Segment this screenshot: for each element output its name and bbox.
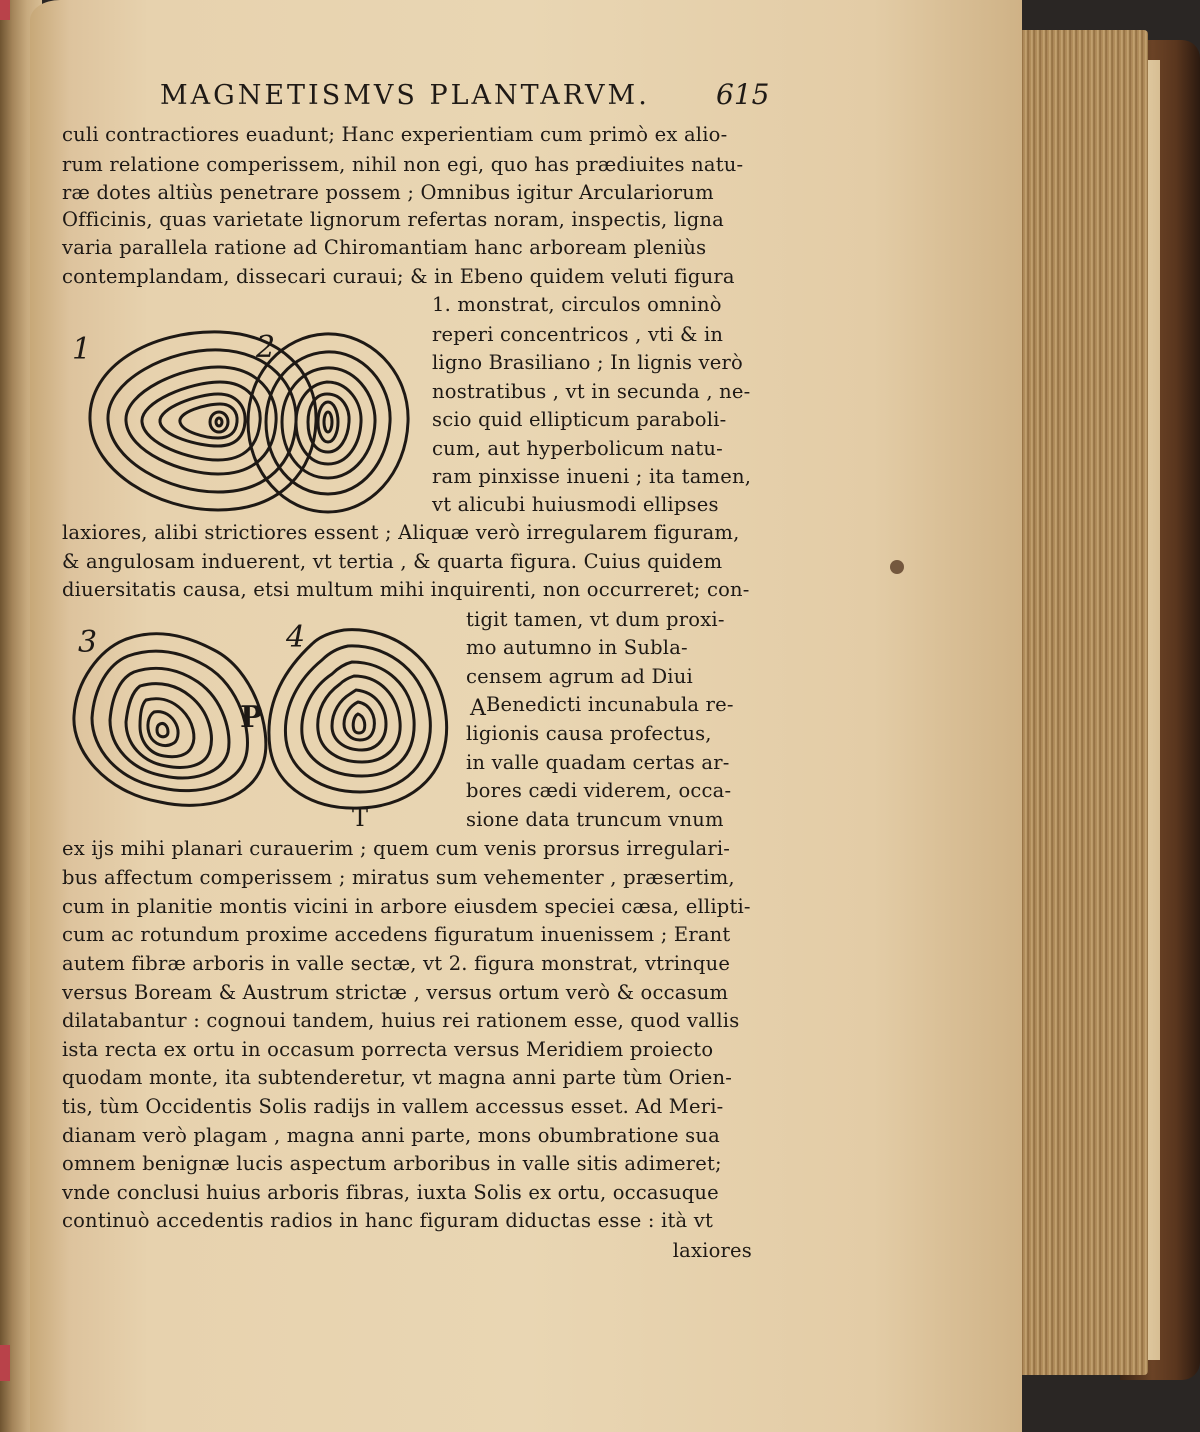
text-line: censem agrum ad Diui: [466, 665, 693, 688]
text-line: rum relatione comperissem, nihil non egi, quo has prædiuites natu-: [62, 153, 744, 176]
figure-label-a: A: [470, 696, 486, 721]
text-line: quodam monte, ita subtenderetur, vt magna anni parte tùm Orien-: [62, 1066, 733, 1089]
text-line: tis, tùm Occidentis Solis radijs in vallem accessus esset. Ad Meri-: [62, 1095, 724, 1118]
text-line: versus Boream & Austrum strictæ , versus ortum verò & occasum: [62, 981, 729, 1004]
text-line: ista recta ex ortu in occasum porrecta versus Meridiem proiecto: [62, 1038, 714, 1061]
text-line: ex ijs mihi planari curauerim ; quem cum venis prorsus irregulari-: [62, 837, 731, 860]
text-line: tigit tamen, vt dum proxi-: [466, 608, 725, 631]
text-line: reperi concentricos , vti & in: [432, 323, 724, 346]
text-line: ligno Brasiliano ; In lignis verò: [432, 351, 743, 374]
text-line: laxiores, alibi strictiores essent ; Aliquæ verò irregularem figuram,: [62, 521, 740, 544]
text-line: ligionis causa profectus,: [466, 722, 712, 745]
text-line: varia parallela ratione ad Chiromantiam hanc arboream pleniùs: [62, 236, 707, 259]
text-line: sione data truncum vnum: [466, 808, 724, 831]
figure-4-label: 4: [286, 620, 306, 655]
text-line: autem fibræ arboris in valle sectæ, vt 2. figura monstrat, vtrinque: [62, 952, 731, 975]
text-line: vnde conclusi huius arboris fibras, iuxta Solis ex ortu, occasuque: [62, 1181, 719, 1204]
text-line: Benedicti incunabula re-: [486, 693, 734, 716]
text-line: contemplandam, dissecari curaui; & in Ebeno quidem veluti figura: [62, 265, 735, 288]
figure-3-label: 3: [78, 625, 98, 660]
catchword: laxiores: [672, 1239, 752, 1262]
text-line: bus affectum comperissem ; miratus sum vehementer , præsertim,: [62, 866, 735, 889]
text-line: dilatabantur : cognoui tandem, huius rei rationem esse, quod vallis: [62, 1009, 740, 1032]
figure-label-p: P: [240, 700, 263, 735]
text-line: omnem benignæ lucis aspectum arboribus in valle sitis adimeret;: [62, 1152, 722, 1175]
figure-1-2-wood-grain: [70, 322, 415, 522]
text-line: nostratibus , vt in secunda , ne-: [432, 380, 751, 403]
text-line: ræ dotes altiùs penetrare possem ; Omnibus igitur Arculariorum: [62, 181, 714, 204]
text-line: mo autumno in Subla-: [466, 636, 688, 659]
text-line: in valle quadam certas ar-: [466, 751, 730, 774]
running-title: MAGNETISMVS PLANTARVM.: [160, 80, 650, 111]
figure-1-label: 1: [72, 332, 92, 367]
text-line: bores cædi viderem, occa-: [466, 779, 732, 802]
text-line: continuò accedentis radios in hanc figuram diductas esse : ità vt: [62, 1209, 713, 1232]
text-line: ram pinxisse inueni ; ita tamen,: [432, 465, 752, 488]
text-line: diuersitatis causa, etsi multum mihi inquirenti, non occurreret; con-: [62, 578, 750, 601]
figure-3-4-wood-grain: [64, 620, 464, 820]
text-line: cum ac rotundum proxime accedens figuratum inuenissem ; Erant: [62, 923, 731, 946]
text-line: Officinis, quas varietate lignorum refertas noram, inspectis, ligna: [62, 208, 724, 231]
text-line: culi contractiores euadunt; Hanc experientiam cum primò ex alio-: [62, 123, 728, 146]
text-line: dianam verò plagam , magna anni parte, mons obumbratione sua: [62, 1124, 720, 1147]
text-line: cum, aut hyperbolicum natu-: [432, 437, 723, 460]
figure-label-t: T: [352, 804, 369, 832]
text-line: cum in planitie montis vicini in arbore eiusdem speciei cæsa, ellipti-: [62, 895, 751, 918]
page-fore-edge: [1000, 30, 1148, 1375]
text-line: & angulosam induerent, vt tertia , & quarta figura. Cuius quidem: [62, 550, 723, 573]
text-line: scio quid ellipticum paraboli-: [432, 408, 727, 431]
page-number: 615: [716, 78, 770, 111]
figure-2-label: 2: [256, 330, 276, 365]
text-line: 1. monstrat, circulos omninò: [432, 293, 722, 316]
text-line: vt alicubi huiusmodi ellipses: [432, 493, 719, 516]
